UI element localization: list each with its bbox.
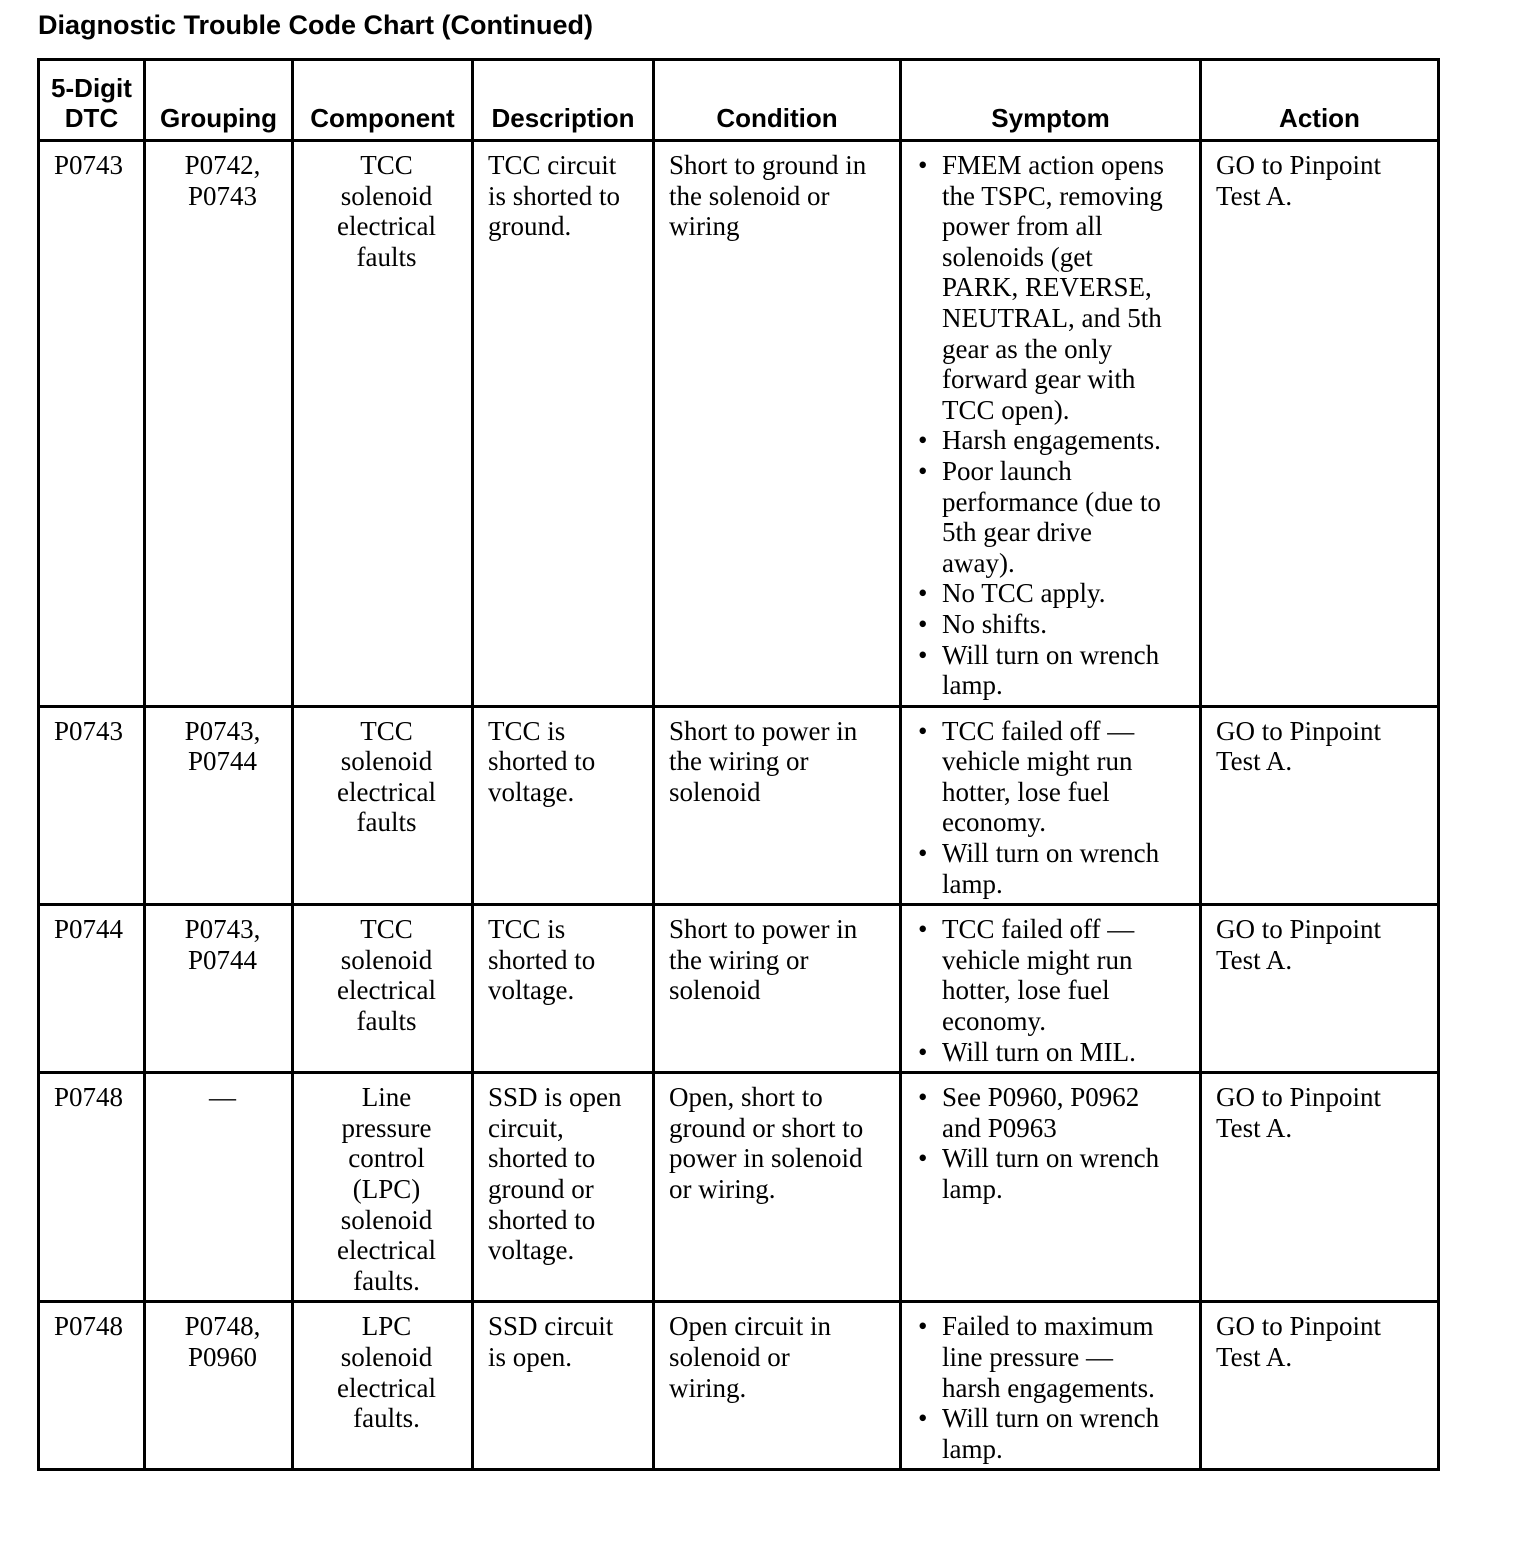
cell-condition bbox=[654, 706, 901, 905]
action-line: GO to Pinpoint bbox=[1216, 715, 1382, 746]
header-description: Description bbox=[473, 60, 654, 141]
cell-condition bbox=[654, 905, 901, 1073]
component-line: TCC bbox=[360, 914, 413, 945]
component-line: solenoid bbox=[340, 944, 433, 975]
cell-component bbox=[293, 141, 473, 707]
grouping-line: P0748, bbox=[184, 1311, 261, 1342]
component-line: Line bbox=[361, 1082, 412, 1113]
symptom-line: FMEM action opens bbox=[942, 150, 1164, 180]
action-line: Test A. bbox=[1216, 746, 1293, 777]
component-line: faults. bbox=[353, 1403, 420, 1434]
component-line: TCC bbox=[360, 150, 413, 180]
description-line: voltage. bbox=[488, 776, 575, 807]
symptom-line: harsh engagements. bbox=[942, 1372, 1155, 1403]
action-line: GO to Pinpoint bbox=[1216, 150, 1382, 180]
condition-line: solenoid bbox=[669, 776, 761, 807]
cell-grouping bbox=[145, 706, 293, 905]
condition-line: the wiring or bbox=[669, 746, 809, 777]
condition-line: wiring. bbox=[669, 1372, 747, 1403]
component-line: solenoid bbox=[340, 180, 433, 211]
cell-grouping bbox=[145, 905, 293, 1073]
grouping-line: P0743, bbox=[184, 914, 261, 945]
cell-grouping bbox=[145, 141, 293, 707]
cell-action bbox=[1201, 706, 1439, 905]
symptom-item bbox=[916, 838, 1193, 899]
symptom-line: 5th gear drive bbox=[942, 517, 1092, 548]
cell-component bbox=[293, 905, 473, 1073]
bullet-icon: • bbox=[918, 1036, 928, 1067]
cell-symptom bbox=[901, 905, 1201, 1073]
symptom-item bbox=[916, 1037, 1193, 1068]
symptom-item bbox=[916, 914, 1193, 1036]
condition-line: the wiring or bbox=[669, 944, 809, 975]
component-line: TCC bbox=[360, 715, 413, 746]
cell-grouping bbox=[145, 1073, 293, 1302]
symptom-list bbox=[916, 150, 1193, 701]
description-line: shorted to bbox=[488, 746, 596, 777]
action-line: Test A. bbox=[1216, 1341, 1293, 1372]
component-line: electrical bbox=[337, 776, 436, 807]
symptom-line: lamp. bbox=[942, 1174, 1003, 1204]
symptom-line: Harsh engagements. bbox=[942, 425, 1161, 456]
action-line: GO to Pinpoint bbox=[1216, 1082, 1382, 1113]
symptom-line: No shifts. bbox=[942, 608, 1048, 639]
bullet-icon: • bbox=[918, 578, 928, 609]
bullet-icon: • bbox=[918, 1143, 928, 1174]
cell-dtc: P0748 bbox=[39, 1073, 145, 1302]
symptom-line: hotter, lose fuel bbox=[942, 975, 1110, 1006]
symptom-item bbox=[916, 1403, 1193, 1464]
symptom-line: Failed to maximum bbox=[942, 1311, 1154, 1342]
condition-line: Short to ground in bbox=[669, 150, 867, 180]
description-line: TCC is bbox=[488, 715, 566, 746]
condition-line: ground or short to bbox=[669, 1112, 864, 1143]
symptom-line: Will turn on wrench bbox=[942, 639, 1160, 670]
condition-line: Short to power in bbox=[669, 914, 858, 945]
condition-line: or wiring. bbox=[669, 1174, 776, 1204]
table-row bbox=[39, 905, 1439, 1073]
symptom-item bbox=[916, 425, 1193, 456]
cell-dtc: P0743 bbox=[39, 141, 145, 707]
table-body bbox=[39, 141, 1439, 1470]
cell-condition bbox=[654, 1073, 901, 1302]
symptom-line: PARK, REVERSE, bbox=[942, 272, 1152, 303]
bullet-icon: • bbox=[918, 715, 928, 746]
symptom-line: economy. bbox=[942, 807, 1046, 838]
grouping-line: P0742, bbox=[184, 150, 261, 180]
condition-line: Short to power in bbox=[669, 715, 858, 746]
symptom-list bbox=[916, 716, 1193, 900]
symptom-line: No TCC apply. bbox=[942, 578, 1106, 609]
component-line: (LPC) bbox=[352, 1174, 421, 1204]
component-line: pressure bbox=[341, 1112, 432, 1143]
symptom-item bbox=[916, 1082, 1193, 1143]
action-line: GO to Pinpoint bbox=[1216, 1311, 1382, 1342]
header-action: Action bbox=[1201, 60, 1439, 141]
symptom-line: lamp. bbox=[942, 1433, 1003, 1464]
cell-condition bbox=[654, 1302, 901, 1470]
header-component: Component bbox=[293, 60, 473, 141]
symptom-line: performance (due to bbox=[942, 486, 1161, 517]
symptom-item bbox=[916, 578, 1193, 609]
component-line: faults bbox=[356, 241, 417, 272]
cell-action bbox=[1201, 905, 1439, 1073]
component-line: electrical bbox=[337, 211, 436, 242]
condition-line: Open circuit in bbox=[669, 1311, 831, 1342]
symptom-item bbox=[916, 640, 1193, 701]
description-line: TCC circuit bbox=[488, 150, 617, 180]
header-dtc-line1: 5-Digit bbox=[51, 73, 132, 103]
action-line: Test A. bbox=[1216, 1112, 1293, 1143]
symptom-item bbox=[916, 609, 1193, 640]
grouping-line: P0744 bbox=[187, 746, 258, 777]
cell-description bbox=[473, 706, 654, 905]
condition-line: power in solenoid bbox=[669, 1143, 863, 1174]
component-line: solenoid bbox=[340, 746, 433, 777]
symptom-line: and P0963 bbox=[942, 1112, 1057, 1143]
cell-component bbox=[293, 1302, 473, 1470]
symptom-line: Will turn on wrench bbox=[942, 838, 1160, 869]
symptom-line: NEUTRAL, and 5th bbox=[942, 302, 1162, 333]
action-line: GO to Pinpoint bbox=[1216, 914, 1382, 945]
table-row bbox=[39, 141, 1439, 707]
symptom-line: vehicle might run bbox=[942, 944, 1133, 975]
cell-description bbox=[473, 905, 654, 1073]
bullet-icon: • bbox=[918, 639, 928, 670]
symptom-line: TCC failed off — bbox=[942, 914, 1135, 945]
cell-dtc: P0744 bbox=[39, 905, 145, 1073]
symptom-line: gear as the only bbox=[942, 333, 1113, 364]
description-line: voltage. bbox=[488, 1235, 575, 1266]
symptom-item bbox=[916, 150, 1193, 425]
component-line: electrical bbox=[337, 1372, 436, 1403]
description-line: circuit, bbox=[488, 1112, 564, 1143]
cell-action bbox=[1201, 1073, 1439, 1302]
cell-description bbox=[473, 141, 654, 707]
component-line: faults bbox=[356, 1006, 417, 1037]
bullet-icon: • bbox=[918, 1082, 928, 1113]
cell-condition bbox=[654, 141, 901, 707]
header-grouping: Grouping bbox=[145, 60, 293, 141]
symptom-line: Will turn on wrench bbox=[942, 1143, 1160, 1174]
bullet-icon: • bbox=[918, 1403, 928, 1434]
description-line: shorted to bbox=[488, 1204, 596, 1235]
bullet-icon: • bbox=[918, 838, 928, 869]
condition-line: solenoid bbox=[669, 975, 761, 1006]
bullet-icon: • bbox=[918, 1311, 928, 1342]
symptom-line: line pressure — bbox=[942, 1341, 1113, 1372]
grouping-line: — bbox=[209, 1082, 236, 1113]
description-line: ground or bbox=[488, 1174, 594, 1204]
symptom-line: solenoids (get bbox=[942, 241, 1093, 272]
cell-component bbox=[293, 1073, 473, 1302]
symptom-list bbox=[916, 914, 1193, 1067]
symptom-line: Will turn on MIL. bbox=[942, 1036, 1136, 1067]
symptom-line: economy. bbox=[942, 1006, 1046, 1037]
cell-description bbox=[473, 1073, 654, 1302]
bullet-icon: • bbox=[918, 425, 928, 456]
description-line: SSD is open bbox=[488, 1082, 622, 1113]
description-line: ground. bbox=[488, 211, 572, 242]
cell-symptom bbox=[901, 1073, 1201, 1302]
cell-dtc: P0748 bbox=[39, 1302, 145, 1470]
action-line: Test A. bbox=[1216, 180, 1293, 211]
description-line: TCC is bbox=[488, 914, 566, 945]
component-line: solenoid bbox=[340, 1341, 433, 1372]
symptom-item bbox=[916, 716, 1193, 838]
action-line: Test A. bbox=[1216, 944, 1293, 975]
component-line: electrical bbox=[337, 1235, 436, 1266]
symptom-line: TCC failed off — bbox=[942, 715, 1135, 746]
table-row bbox=[39, 706, 1439, 905]
symptom-line: TCC open). bbox=[942, 394, 1070, 425]
bullet-icon: • bbox=[918, 150, 928, 180]
description-line: is open. bbox=[488, 1341, 572, 1372]
cell-grouping bbox=[145, 1302, 293, 1470]
cell-dtc: P0743 bbox=[39, 706, 145, 905]
header-dtc bbox=[39, 60, 145, 141]
grouping-line: P0743, bbox=[184, 715, 261, 746]
page-title: Diagnostic Trouble Code Chart (Continued) bbox=[38, 10, 593, 40]
symptom-list bbox=[916, 1311, 1193, 1464]
symptom-line: lamp. bbox=[942, 868, 1003, 899]
component-line: solenoid bbox=[340, 1204, 433, 1235]
symptom-line: Poor launch bbox=[942, 455, 1072, 486]
header-symptom: Symptom bbox=[901, 60, 1201, 141]
description-line: is shorted to bbox=[488, 180, 620, 211]
grouping-line: P0743 bbox=[187, 180, 258, 211]
component-line: LPC bbox=[361, 1311, 412, 1342]
symptom-line: hotter, lose fuel bbox=[942, 776, 1110, 807]
cell-component bbox=[293, 706, 473, 905]
description-line: shorted to bbox=[488, 944, 596, 975]
grouping-line: P0960 bbox=[187, 1341, 258, 1372]
symptom-line: Will turn on wrench bbox=[942, 1403, 1160, 1434]
component-line: faults. bbox=[353, 1265, 420, 1296]
dtc-table bbox=[37, 58, 1440, 1471]
cell-description bbox=[473, 1302, 654, 1470]
symptom-line: the TSPC, removing bbox=[942, 180, 1163, 211]
symptom-line: vehicle might run bbox=[942, 746, 1133, 777]
grouping-line: P0744 bbox=[187, 944, 258, 975]
description-line: SSD circuit bbox=[488, 1311, 614, 1342]
bullet-icon: • bbox=[918, 608, 928, 639]
symptom-line: lamp. bbox=[942, 670, 1003, 701]
cell-symptom bbox=[901, 141, 1201, 707]
symptom-list bbox=[916, 1082, 1193, 1204]
cell-action bbox=[1201, 141, 1439, 707]
header-condition: Condition bbox=[654, 60, 901, 141]
description-line: shorted to bbox=[488, 1143, 596, 1174]
bullet-icon: • bbox=[918, 914, 928, 945]
component-line: faults bbox=[356, 807, 417, 838]
table-row bbox=[39, 1073, 1439, 1302]
bullet-icon: • bbox=[918, 455, 928, 486]
cell-action bbox=[1201, 1302, 1439, 1470]
symptom-line: power from all bbox=[942, 211, 1103, 242]
cell-symptom bbox=[901, 706, 1201, 905]
header-dtc-line2: DTC bbox=[64, 103, 119, 133]
table-row bbox=[39, 1302, 1439, 1470]
component-line: control bbox=[348, 1143, 425, 1174]
symptom-line: away). bbox=[942, 547, 1015, 578]
symptom-item bbox=[916, 1311, 1193, 1403]
condition-line: wiring bbox=[669, 211, 740, 242]
condition-line: solenoid or bbox=[669, 1341, 790, 1372]
cell-symptom bbox=[901, 1302, 1201, 1470]
symptom-line: See P0960, P0962 bbox=[942, 1082, 1140, 1113]
header-row bbox=[39, 60, 1439, 141]
condition-line: the solenoid or bbox=[669, 180, 830, 211]
component-line: electrical bbox=[337, 975, 436, 1006]
symptom-item bbox=[916, 456, 1193, 578]
symptom-line: forward gear with bbox=[942, 364, 1136, 395]
condition-line: Open, short to bbox=[669, 1082, 823, 1113]
symptom-item bbox=[916, 1143, 1193, 1204]
description-line: voltage. bbox=[488, 975, 575, 1006]
